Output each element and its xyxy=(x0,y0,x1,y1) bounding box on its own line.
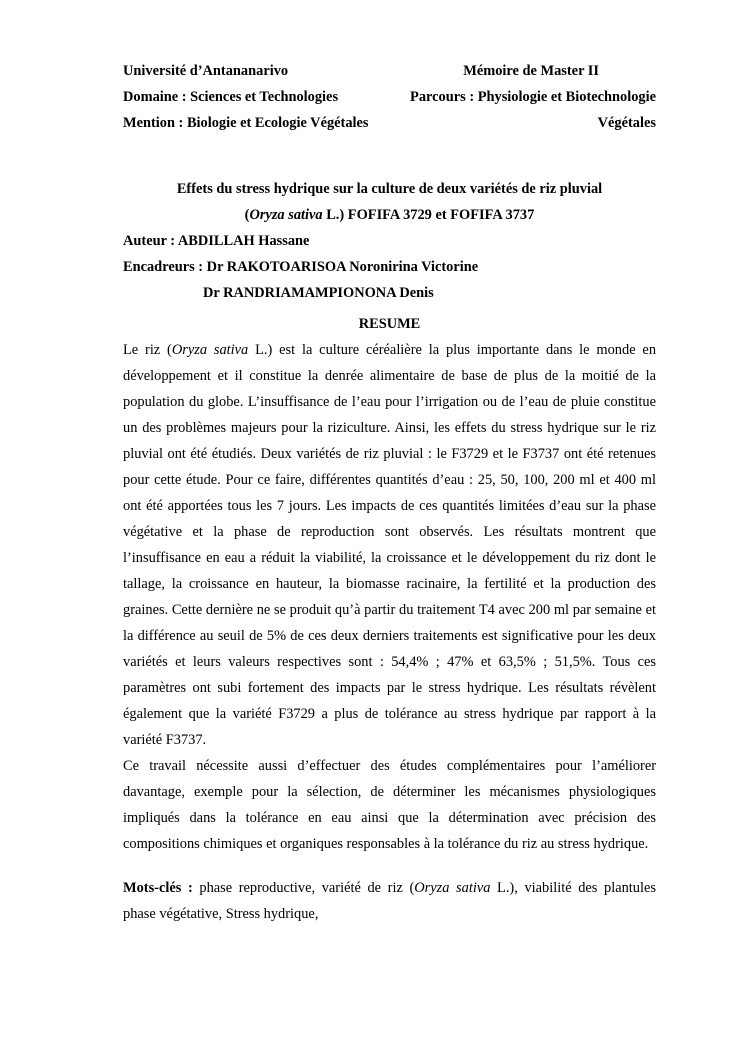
resume-paragraph-2: Ce travail nécessite aussi d’effectuer des études complémentaires pour l’améliorer davantage, exemple pour la sélection, de déterminer les mécanismes physiologiques impliqués dans la tolérance en eau ainsi que la détermination avec précision des compositions chimiques et organiques responsables à la tolérance du riz au stress hydrique. xyxy=(123,758,656,852)
author-line: Auteur : ABDILLAH Hassane xyxy=(123,233,310,249)
parcours-label: Parcours : Physiologie et Biotechnologie xyxy=(410,89,656,105)
document-content xyxy=(123,58,656,941)
p1-body: L.) est la culture céréalière la plus importante dans le monde en développement et il constitue la denrée alimentaire de base de plus de la moitié de la population du globe. L’insuffisance de l’eau pour l’irrigation ou de l’eau de pluie constitue un des problèmes majeurs pour la riziculture. Ainsi, les effets du stress hydrique sur le riz pluvial ont été étudiés. Deux variétés de riz pluvial : le F3729 et le F3737 ont été retenues pour cette étude. Pour ce faire, différentes quantités d’eau : 25, 50, 100, 200 ml et 400 ml ont été apportées tous les 7 jours. Les impacts de ces quantités limitées d’eau sur la phase végétative et la phase de reproduction sont observés. Les résultats montrent que l’insuffisance en eau a réduit la viabilité, la croissance et le développement du riz dont le tallage, la croissance en hauteur, la biomasse racinaire, la fertilité et la production des graines. Cette dernière ne se produit qu’à partir du traitement T4 avec 200 ml par semaine et la différence au seuil de 5% de ces deux derniers traitements est significative pour les deux variétés et leurs valeurs respectives sont : 54,4% ; 47% et 63,5% ; 51,5%. Tous ces paramètres ont subi fortement des impacts par le stress hydrique. Les résultats révèlent également que la variété F3729 a plus de tolérance au stress hydrique par rapport à la variété F3737. xyxy=(123,342,657,748)
title-paren: ( xyxy=(244,207,250,223)
p1-start: Le riz ( xyxy=(123,342,172,358)
title-species: Oryza sativa xyxy=(249,207,323,223)
keywords-part-1: phase reproductive, variété de riz ( xyxy=(192,880,415,896)
keywords-label: Mots-clés : xyxy=(123,880,193,896)
title-line-1: Effets du stress hydrique sur la culture de deux variétés de riz pluvial xyxy=(176,181,603,197)
supervisor-line-1: Encadreurs : Dr RAKOTOARISOA Noronirina Victorine xyxy=(123,259,479,275)
header-row-1 xyxy=(123,58,656,84)
domaine-label: Domaine : Sciences et Technologies xyxy=(123,89,339,105)
resume-heading: RESUME xyxy=(358,316,421,332)
header-row-2 xyxy=(123,84,656,110)
supervisor-line-2: Dr RANDRIAMAMPIONONA Denis xyxy=(203,285,434,301)
resume-paragraph-1 xyxy=(123,337,656,753)
thesis-title xyxy=(123,176,656,228)
parcours-continuation: Végétales xyxy=(597,115,656,131)
mention-label: Mention : Biologie et Ecologie Végétales xyxy=(123,115,369,131)
keywords-paragraph xyxy=(123,875,656,927)
title-line-2 xyxy=(123,202,656,228)
header-row-3 xyxy=(123,110,656,136)
memoire-label: Mémoire de Master II xyxy=(463,63,599,79)
keywords-species: Oryza sativa xyxy=(414,880,491,896)
p1-species: Oryza sativa xyxy=(171,342,249,358)
title-varieties: L.) FOFIFA 3729 et FOFIFA 3737 xyxy=(322,207,535,223)
university-name: Université d’Antananarivo xyxy=(123,63,289,79)
keywords-part-2: L.), viabilité des plantules phase végétative, Stress hydrique, xyxy=(123,880,656,922)
